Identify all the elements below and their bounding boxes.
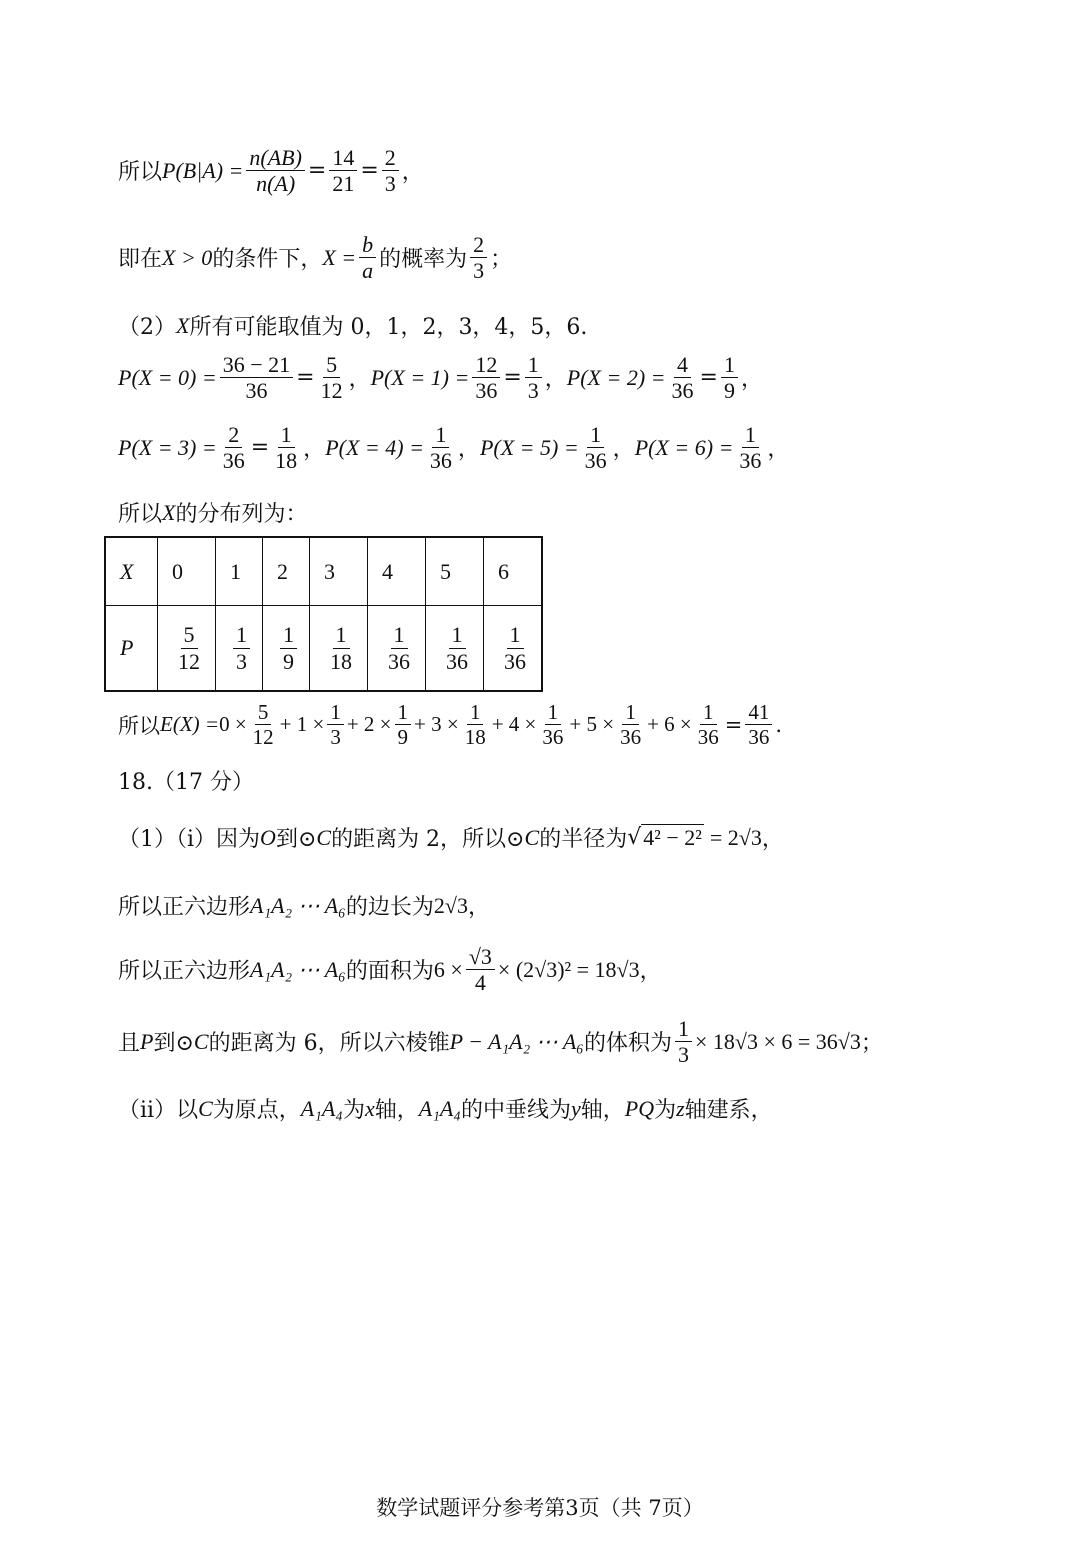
- fraction: $\frac{5}{12}$: [320, 352, 343, 404]
- punct: ，: [767, 437, 790, 463]
- formula: P(X = 4) =: [325, 434, 424, 460]
- text: 的距离为 2，所以⊙: [331, 827, 525, 852]
- table-cell: [158, 606, 216, 692]
- text: 所有可能取值为 0，1，2，3，4，5，6.: [189, 315, 588, 340]
- table-cell: [484, 606, 543, 692]
- formula: P(B|A) =: [162, 157, 244, 183]
- formula: O: [260, 824, 276, 850]
- text: 即在: [118, 247, 163, 273]
- text: 的半径为: [539, 827, 628, 852]
- fraction: $\frac{1}{36}$: [584, 422, 607, 474]
- fraction: $\frac{1}{36}$: [542, 700, 564, 750]
- text: 所以正六边形: [118, 959, 251, 985]
- text: 所以: [118, 160, 163, 186]
- fraction: $\frac{1}{3}$: [327, 700, 344, 749]
- fraction: $\frac{1}{3}$: [675, 1016, 692, 1068]
- text: 的距离为 6，所以六棱锥: [208, 1031, 450, 1057]
- punct: ，: [303, 437, 326, 463]
- question-18-heading: [118, 765, 254, 796]
- text: 为: [654, 1098, 677, 1123]
- table-cell: 5: [426, 537, 484, 606]
- line-radius: [118, 822, 784, 853]
- fraction: $\frac{2}{3}$: [382, 145, 399, 197]
- line-distribution-intro: [118, 497, 307, 528]
- table-cell: [310, 606, 368, 692]
- sqrt-sign: √: [627, 825, 642, 850]
- fraction: $\frac{1}{3}$: [525, 352, 542, 404]
- formula: P(X = 2) =: [566, 364, 666, 390]
- text: 所以: [118, 502, 163, 527]
- formula: X: [162, 499, 176, 525]
- formula: A₁A₂ ⋯ A₆: [250, 892, 346, 918]
- formula: C: [316, 824, 332, 850]
- line-probabilities-2: [118, 422, 789, 474]
- fraction: $\frac{1}{36}$: [620, 700, 642, 750]
- fraction: $\frac{1}{18}$: [275, 422, 298, 474]
- punct: ，: [740, 367, 763, 393]
- punct: ，: [639, 959, 662, 985]
- equals: =: [296, 365, 315, 391]
- fraction: $\frac{36 - 21}{36}$: [220, 352, 293, 404]
- text: 的分布列为：: [175, 502, 308, 527]
- fraction: $\frac{1}{36}$: [697, 700, 719, 750]
- fraction: $\frac{1}{3}$: [233, 622, 250, 674]
- text: 所以正六边形: [118, 895, 251, 920]
- formula: X > 0: [162, 244, 213, 270]
- text: 的条件下，: [212, 247, 323, 273]
- table-cell: 4: [368, 537, 426, 606]
- term: + 2 ×: [346, 712, 392, 737]
- text: （1）（i）因为: [118, 827, 261, 852]
- term: 0 ×: [219, 712, 247, 737]
- text: 的边长为: [345, 895, 434, 920]
- equals: =: [699, 365, 718, 391]
- fraction: $\frac{4}{36}$: [671, 352, 694, 404]
- punct: ，: [467, 895, 490, 920]
- fraction: $\frac{b}{a}$: [359, 232, 376, 284]
- line-conditional-probability: [118, 145, 424, 197]
- formula: z: [676, 1095, 685, 1121]
- fraction: $\frac{n(AB)}{n(A)}$: [246, 145, 305, 197]
- formula: P(X = 3) =: [118, 434, 217, 460]
- formula: P(X = 6) =: [634, 434, 734, 460]
- text: （2）: [118, 315, 176, 340]
- formula: × 18√3 × 6 = 36√3: [694, 1028, 861, 1054]
- fraction: $\frac{1}{36}$: [446, 622, 468, 674]
- punct: .: [775, 712, 783, 737]
- line-area: [118, 944, 662, 996]
- punct: ，: [401, 160, 424, 186]
- table-cell: P: [105, 606, 158, 692]
- term: + 3 ×: [414, 712, 459, 737]
- formula: P(X = 1) =: [370, 364, 470, 390]
- text: 为: [342, 1098, 365, 1123]
- formula: 2√3: [433, 892, 468, 918]
- formula: C: [198, 1095, 213, 1121]
- line-part2: [118, 310, 587, 341]
- formula: A₁A₄: [418, 1095, 461, 1121]
- formula: P(X = 0) =: [118, 364, 217, 390]
- table-cell: [263, 606, 310, 692]
- text: 的概率为: [379, 247, 468, 273]
- fraction: $\frac{2}{3}$: [470, 232, 487, 284]
- text: 18.（17 分）: [118, 770, 254, 795]
- punct: ；: [860, 1031, 883, 1057]
- formula: × (2√3)² = 18√3: [497, 956, 640, 982]
- line-probabilities-1: [118, 352, 763, 404]
- text: （ii）以: [118, 1098, 199, 1123]
- fraction: $\frac{1}{18}$: [330, 622, 352, 674]
- fraction: $\frac{14}{21}$: [329, 145, 357, 197]
- formula: C: [193, 1028, 209, 1054]
- formula: = 2√3: [709, 824, 762, 850]
- table-row: [105, 606, 542, 692]
- equals: =: [250, 435, 270, 461]
- formula: X: [176, 312, 190, 338]
- punct: ，: [761, 827, 784, 852]
- fraction: $\frac{1}{36}$: [739, 422, 762, 474]
- table-cell: 6: [484, 537, 543, 606]
- fraction: $\frac{1}{9}$: [395, 700, 412, 749]
- punct: ；: [490, 247, 513, 273]
- formula: PQ: [624, 1095, 655, 1121]
- formula: A₁A₄: [300, 1095, 343, 1121]
- fraction: $\frac{41}{36}$: [745, 700, 772, 749]
- text: 所以: [118, 713, 160, 738]
- formula: P(X = 5) =: [479, 434, 579, 460]
- line-volume: [118, 1016, 883, 1068]
- term: + 1 ×: [279, 712, 325, 737]
- page-footer: 数学试题评分参考第3页（共 7页）: [376, 1496, 704, 1520]
- table-cell: 1: [216, 537, 263, 606]
- table-cell: [216, 606, 263, 692]
- fraction: $\frac{1}{36}$: [504, 622, 526, 674]
- punct: ，: [348, 367, 371, 393]
- formula: 6 ×: [433, 956, 463, 982]
- term: + 5 ×: [569, 712, 615, 737]
- punct: ，: [612, 437, 635, 463]
- text: 的面积为: [345, 959, 434, 985]
- text: 轴，: [580, 1098, 625, 1123]
- table-cell: [426, 606, 484, 692]
- formula: y: [570, 1095, 581, 1121]
- fraction: $\frac{1}{9}$: [280, 622, 297, 674]
- fraction: $\frac{2}{36}$: [222, 422, 245, 474]
- table-cell: 2: [263, 537, 310, 606]
- table-cell: 0: [158, 537, 216, 606]
- table-cell: X: [105, 537, 158, 606]
- formula: P: [140, 1028, 154, 1054]
- line-coordinate-system: [118, 1093, 773, 1124]
- fraction: $\frac{√3}{4}$: [466, 944, 495, 996]
- equals: =: [724, 712, 743, 737]
- line-side-length: [118, 890, 490, 921]
- formula: A₁A₂ ⋯ A₆: [250, 956, 346, 982]
- punct: ，: [457, 437, 480, 463]
- fraction: $\frac{5}{12}$: [178, 622, 200, 674]
- line-expectation: [118, 700, 782, 749]
- formula: E(X) =: [160, 712, 220, 737]
- fraction: $\frac{1}{9}$: [721, 352, 738, 404]
- formula: X =: [322, 244, 357, 270]
- fraction: $\frac{1}{36}$: [429, 422, 452, 474]
- formula: P − A₁A₂ ⋯ A₆: [449, 1028, 584, 1054]
- punct: ，: [544, 367, 567, 393]
- radicand: 4² − 2²: [643, 825, 702, 850]
- text: 轴建系，: [684, 1098, 773, 1123]
- formula: x: [364, 1095, 375, 1121]
- equals: =: [307, 158, 327, 184]
- formula: C: [524, 824, 540, 850]
- fraction: $\frac{5}{12}$: [252, 700, 274, 750]
- line-condition: [118, 232, 512, 284]
- equals: =: [503, 365, 522, 391]
- fraction: $\frac{1}{18}$: [464, 700, 486, 750]
- table-row: [105, 537, 542, 606]
- term: + 4 ×: [491, 712, 537, 737]
- term: + 6 ×: [647, 712, 692, 737]
- equals: =: [360, 158, 379, 184]
- text: 为原点，: [212, 1098, 301, 1123]
- text: 且: [118, 1031, 141, 1057]
- table-cell: 3: [310, 537, 368, 606]
- table-cell: [368, 606, 426, 692]
- text: 轴，: [374, 1098, 419, 1123]
- text: 的体积为: [583, 1031, 672, 1057]
- distribution-table: [104, 536, 543, 692]
- fraction: $\frac{1}{36}$: [388, 622, 410, 674]
- text: 到⊙: [153, 1031, 194, 1057]
- text: 到⊙: [275, 827, 317, 852]
- text: 的中垂线为: [460, 1098, 571, 1123]
- fraction: $\frac{12}{36}$: [472, 352, 500, 404]
